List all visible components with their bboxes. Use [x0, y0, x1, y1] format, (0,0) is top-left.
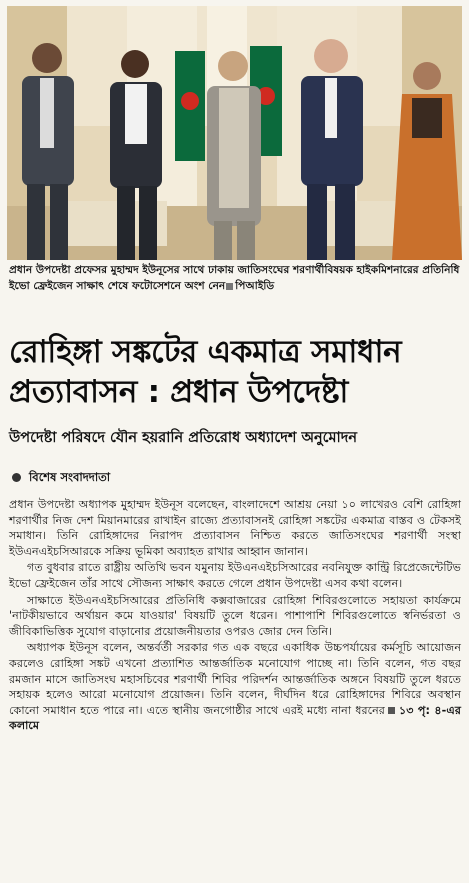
byline-text: বিশেষ সংবাদদাতা	[29, 470, 111, 484]
paragraph-2: গত বুধবার রাতে রাষ্ট্রীয় অতিথি ভবন যমুনায় ইউএনএইচসিআরের নবনিযুক্ত কান্ট্রি রিপ্রেজেন্টেটিভ ইভো ফ্রেইজেন তাঁর সাথে সৌজন্য সাক্ষাৎ করতে গেলে প্রধান উপদেষ্টা এসব কথা বলেন।	[9, 561, 461, 590]
paragraph-1: প্রধান উপদেষ্টা অধ্যাপক মুহাম্মদ ইউনূস বলেছেন, বাংলাদেশে আশ্রয় নেয়া ১০ লাখেরও বেশি রোহিঙ্গা শরণার্থীর নিজ দেশ মিয়ানমারের রাখাইন রাজ্যে প্রত্যাবাসনই রোহিঙ্গা সঙ্কটের একমাত্র বাস্তব ও টেকসই সমাধান। তিনি রোহিঙ্গাদের নিরাপদ প্রত্যাবাসন নিশ্চিত করতে জাতিসংঘের শরণার্থী সংস্থা ইউএনএইচসিআরকে সক্রিয় ভূমিকা অব্যাহত রাখার আহ্বান জানান।	[9, 498, 461, 558]
subheadline: উপদেষ্টা পরিষদে যৌন হয়রানি প্রতিরোধ অধ্যাদেশ অনুমোদন	[9, 430, 358, 446]
byline-bullet-icon	[12, 473, 21, 482]
continuation-square-icon	[388, 707, 395, 714]
headline-line-2: প্রত্যাবাসন : প্রধান উপদেষ্টা	[9, 374, 349, 410]
continuation-note: ১৩ পৃ: ৪-এর কলামে	[9, 703, 461, 733]
caption-text: প্রধান উপদেষ্টা প্রফেসর মুহাম্মদ ইউনূসের সাথে ঢাকায় জাতিসংঘের শরণার্থীবিষয়ক হাইকমিশনারের প্রতিনিধি ইভো ফ্রেইজেন সাক্ষাৎ শেষে ফটোসেশনে অংশ নেন	[9, 264, 460, 292]
paragraph-4-text: অধ্যাপক ইউনূস বলেন, অন্তর্বর্তী সরকার গত এক বছরে একাধিক উচ্চপর্যায়ের কর্মসূচি আয়োজন করলেও রোহিঙ্গা সঙ্কট এখনো প্রত্যাশিত আন্তর্জাতিক মনোযোগ পাচ্ছে না। তিনি বলেন, গত বছর রমজান মাসে জাতিসংঘ মহাসচিবের শরণার্থী শিবির পরিদর্শন আন্তর্জাতিক অঙ্গনে বিষয়টি তুলে ধরতে সহায়ক হলেও আরো মনোযোগ প্রয়োজন। তিনি বলেন, দীর্ঘদিন ধরে রোহিঙ্গাদের শিবিরে অবস্থান কোনো সমাধান হতে পারে না। এতে স্থানীয় জনগোষ্ঠীর সাথে এরই মধ্যে নানা ধরনের	[9, 641, 461, 717]
byline	[9, 469, 461, 485]
separator-square-icon	[226, 283, 233, 290]
caption-credit: পিআইডি	[235, 280, 275, 292]
paragraph-4	[9, 640, 461, 734]
article-body	[9, 497, 461, 735]
paragraph-3: সাক্ষাতে ইউএনএইচসিআরের প্রতিনিধি কক্সবাজারের রোহিঙ্গা শিবিরগুলোতে সহায়তা কার্যক্রমে 'নাটকীয়ভাবে অর্থায়ন কমে যাওয়ার' বিষয়টি তুলে ধরেন। পাশাপাশি শিবিরগুলোতে স্বনির্ভরতা ও জীবিকাভিত্তিক সুযোগ বাড়ানোর প্রয়োজনীয়তার ওপরও জোর দেন তিনি।	[9, 593, 461, 638]
photo-caption	[9, 262, 461, 294]
news-photo	[7, 6, 462, 260]
headline	[9, 332, 461, 412]
headline-line-1: রোহিঙ্গা সঙ্কটের একমাত্র সমাধান	[9, 334, 402, 370]
